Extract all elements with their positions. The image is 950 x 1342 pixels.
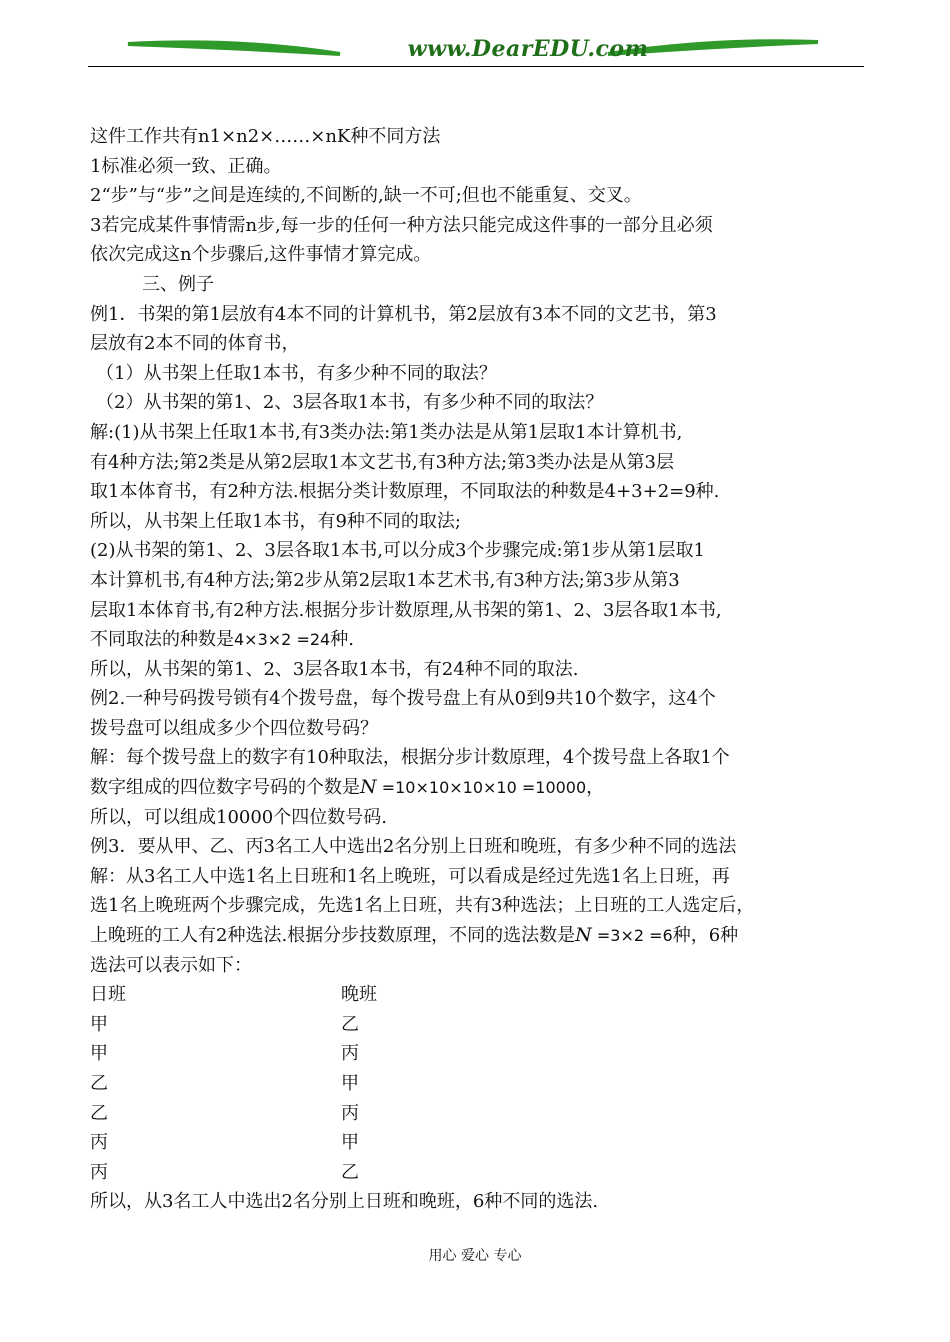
table-cell: 乙 [90,1073,108,1094]
table-cell: 丙 [341,1102,359,1124]
question: （2）从书架的第1、2、3层各取1本书，有多少种不同的取法？ [96,392,604,414]
table-cell: 丙 [341,1043,359,1065]
question: （1）从书架上任取1本书，有多少种不同的取法？ [96,362,497,384]
paragraph [90,625,870,655]
table-cell: 甲 [90,1043,108,1065]
table-row [90,1158,870,1188]
paragraph: 例1．书架的第1层放有4本不同的计算机书，第2层放有3本不同的文艺书，第3 [90,303,717,325]
text-run: 上晚班的工人有2种选法.根据分步技数原理，不同的选法数是 [90,925,576,947]
paragraph [90,921,870,951]
table-cell: 丙 [90,1161,108,1183]
math-variable: N [360,776,377,799]
math-variable: N [575,924,592,947]
paragraph: 层放有2本不同的体育书， [90,333,300,355]
page-footer: 用心 爱心 专心 [428,1248,522,1264]
column-header-night: 晚班 [341,984,377,1006]
table-row [90,1069,870,1099]
table-cell: 丙 [90,1132,108,1154]
table-header-row [90,980,870,1010]
paragraph: 有4种方法;第2类是从第2层取1本文艺书,有3种方法;第3类办法是从第3层 [90,451,675,473]
paragraph: 这件工作共有n1×n2×……×nK种不同方法 [90,126,441,147]
paragraph: 3若完成某件事情需n步,每一步的任何一种方法只能完成这件事的一部分且必须 [90,214,713,236]
table-cell: 甲 [341,1132,359,1154]
paragraph: 解：每个拨号盘上的数字有10种取法，根据分步计数原理，4个拨号盘上各取1个 [90,747,730,769]
math-value: =3×2 =6 [591,926,673,946]
paragraph: 所以，从3名工人中选出2名分别上日班和晚班，6种不同的选法. [90,1191,599,1213]
shift-table [90,980,870,1187]
paragraph: 1标准必须一致、正确。 [90,155,282,177]
table-row [90,1010,870,1040]
text-run: 数字组成的四位数字号码的个数是 [90,777,360,799]
header-divider [88,66,864,67]
paragraph: 所以，可以组成10000个四位数号码. [90,806,387,828]
table-cell: 乙 [341,1013,359,1035]
paragraph: 2“步”与“步”之间是连续的,不间断的,缺一不可;但也不能重复、交叉。 [90,185,642,207]
document-body [90,122,870,1217]
paragraph: 选法可以表示如下： [90,954,252,976]
column-header-day: 日班 [90,984,126,1006]
paragraph: 解：从3名工人中选1名上日班和1名上晚班，可以看成是经过先选1名上日班，再 [90,865,730,887]
math-expression [575,926,673,945]
table-row [90,1039,870,1069]
math-expression [360,778,586,797]
table-row [90,1128,870,1158]
math-expression: 4×3×2 =24 [234,630,331,650]
paragraph: 层取1本体育书,有2种方法.根据分步计数原理,从书架的第1、2、3层各取1本书, [90,599,722,621]
table-cell: 甲 [90,1013,108,1035]
paragraph: 拨号盘可以组成多少个四位数号码？ [90,717,378,739]
text-run: 种，6种 [672,925,739,947]
table-cell: 甲 [341,1073,359,1094]
text-run: 不同取法的种数是 [90,629,234,651]
paragraph: 例2.一种号码拨号锁有4个拨号盘，每个拨号盘上有从0到9共10个数字，这4个 [90,688,716,710]
paragraph: (2)从书架的第1、2、3层各取1本书,可以分成3个步骤完成:第1步从第1层取1 [90,540,705,562]
paragraph: 所以，从书架上任取1本书，有9种不同的取法; [90,510,461,532]
site-logo-text: www.DearEDU.com [407,36,649,62]
paragraph: 例3．要从甲、乙、丙3名工人中选出2名分别上日班和晚班，有多少种不同的选法 [90,836,737,858]
paragraph: 选1名上晚班两个步骤完成，先选1名上日班，共有3种选法；上日班的工人选定后， [90,895,755,917]
text-run: 种. [330,629,354,651]
paragraph: 本计算机书,有4种方法;第2步从第2层取1本艺术书,有3种方法;第3步从第3 [90,569,680,591]
table-row [90,1099,870,1129]
section-heading: 三、例子 [142,273,214,295]
site-header [88,28,864,70]
math-value: =10×10×10×10 =10000 [376,778,587,798]
text-run: ， [586,777,605,799]
paragraph: 所以，从书架的第1、2、3层各取1本书，有24种不同的取法. [90,658,579,680]
table-cell: 乙 [341,1161,359,1183]
paragraph [90,773,870,803]
paragraph: 取1本体育书，有2种方法.根据分类计数原理，不同取法的种数是4+3+2=9种. [90,481,720,503]
table-cell: 乙 [90,1102,108,1124]
paragraph: 依次完成这n个步骤后,这件事情才算完成。 [90,244,432,266]
paragraph: 解:(1)从书架上任取1本书,有3类办法:第1类办法是从第1层取1本计算机书, [90,421,683,443]
